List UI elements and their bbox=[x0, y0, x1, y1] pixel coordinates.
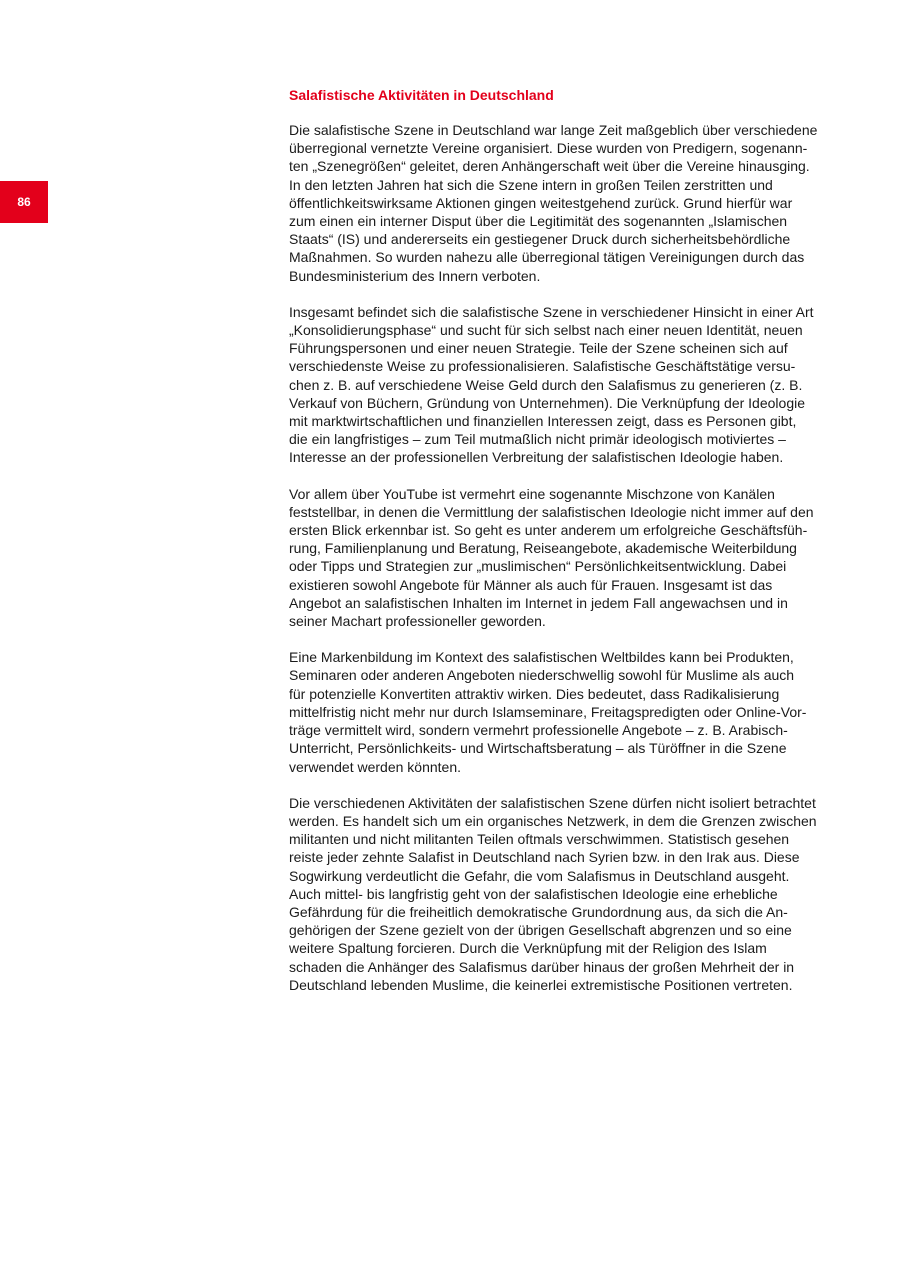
text-line: die ein langfristiges – zum Teil mutmaßlich nicht primär ideologisch motiviertes – bbox=[289, 431, 786, 448]
text-line: Verkauf von Büchern, Gründung von Unternehmen). Die Verknüpfung der Ideologie bbox=[289, 394, 805, 411]
text-line: Gefährdung für die freiheitlich demokratische Grundordnung aus, da sich die An- bbox=[289, 903, 788, 920]
text-line: Angebot an salafistischen Inhalten im Internet in jedem Fall angewachsen und in bbox=[289, 594, 788, 611]
paragraph bbox=[289, 121, 837, 285]
text-line: ersten Blick erkennbar ist. So geht es unter anderem um erfolgreiche Geschäftsfüh- bbox=[289, 522, 808, 539]
text-line: weitere Spaltung forcieren. Durch die Verknüpfung mit der Religion des Islam bbox=[289, 940, 767, 957]
text-line: seiner Machart professioneller geworden. bbox=[289, 613, 546, 630]
text-line: mit marktwirtschaftlichen und finanziellen Interessen zeigt, dass es Personen gibt, bbox=[289, 413, 797, 430]
text-line: gehörigen der Szene gezielt von der übrigen Gesellschaft abgrenzen und so eine bbox=[289, 922, 792, 939]
text-line: Seminaren oder anderen Angeboten niederschwellig sowohl für Muslime als auch bbox=[289, 667, 795, 684]
text-line: chen z. B. auf verschiedene Weise Geld durch den Salafismus zu generieren (z. B. bbox=[289, 376, 803, 393]
text-line: Vor allem über YouTube ist vermehrt eine sogenannte Mischzone von Kanälen bbox=[289, 485, 775, 502]
text-line: Auch mittel- bis langfristig geht von der salafistischen Ideologie eine erhebliche bbox=[289, 885, 778, 902]
text-line: träge vermittelt wird, sondern vermehrt professionelle Angebote – z. B. Arabisch- bbox=[289, 722, 788, 739]
text-line: Deutschland lebenden Muslime, die keinerlei extremistische Positionen vertreten. bbox=[289, 976, 793, 993]
paragraph bbox=[289, 485, 837, 631]
text-line: für potenzielle Konvertiten attraktiv wirken. Dies bedeutet, dass Radikalisierung bbox=[289, 685, 780, 702]
text-line: schaden die Anhänger des Salafismus darüber hinaus der großen Mehrheit der in bbox=[289, 958, 795, 975]
text-line: Bundesministerium des Innern verboten. bbox=[289, 267, 541, 284]
text-line: reiste jeder zehnte Salafist in Deutschland nach Syrien bzw. in den Irak aus. Diese bbox=[289, 849, 800, 866]
text-line: „Konsolidierungsphase“ und sucht für sich selbst nach einer neuen Identität, neuen bbox=[289, 322, 803, 339]
text-line: In den letzten Jahren hat sich die Szene intern in großen Teilen zerstritten und bbox=[289, 176, 773, 193]
text-line: Insgesamt befindet sich die salafistische Szene in verschiedener Hinsicht in einer Art bbox=[289, 303, 814, 320]
paragraph bbox=[289, 303, 837, 467]
text-line: verschiedenste Weise zu professionalisieren. Salafistische Geschäftstätige versu- bbox=[289, 358, 796, 375]
text-line: überregional vernetzte Vereine organisiert. Diese wurden von Predigern, sogenann- bbox=[289, 140, 808, 157]
text-line: feststellbar, in denen die Vermittlung der salafistischen Ideologie nicht immer auf den bbox=[289, 503, 814, 520]
text-line: verwendet werden könnten. bbox=[289, 758, 461, 775]
section-heading: Salafistische Aktivitäten in Deutschland bbox=[289, 87, 554, 103]
text-line: zum einen ein interner Disput über die Legitimität des sogenannten „Islamischen bbox=[289, 213, 788, 230]
page-number-badge bbox=[0, 181, 48, 223]
text-line: Die salafistische Szene in Deutschland war lange Zeit maßgeblich über verschiedene bbox=[289, 122, 818, 138]
text-line: oder Tipps und Strategien zur „muslimischen“ Persönlichkeitsentwicklung. Dabei bbox=[289, 558, 787, 575]
text-line: Sogwirkung verdeutlicht die Gefahr, die vom Salafismus in Deutschland ausgeht. bbox=[289, 867, 790, 884]
text-line: Maßnahmen. So wurden nahezu alle überregional tätigen Vereinigungen durch das bbox=[289, 249, 805, 266]
text-line: militanten und nicht militanten Teilen oftmals verschwimmen. Statistisch gesehen bbox=[289, 831, 790, 848]
text-line: öffentlichkeitswirksame Aktionen gingen weitestgehend zurück. Grund hierfür war bbox=[289, 194, 793, 211]
text-line: Staats“ (IS) und andererseits ein gestiegener Druck durch sicherheitsbehördliche bbox=[289, 231, 791, 248]
body-text bbox=[289, 121, 837, 994]
text-line: existieren sowohl Angebote für Männer als auch für Frauen. Insgesamt ist das bbox=[289, 576, 773, 593]
text-line: Interesse an der professionellen Verbreitung der salafistischen Ideologie haben. bbox=[289, 449, 784, 466]
text-line: mittelfristig nicht mehr nur durch Islamseminare, Freitagspredigten oder Online-Vor- bbox=[289, 703, 807, 720]
paragraph bbox=[289, 648, 837, 775]
page-number: 86 bbox=[17, 195, 31, 209]
text-line: Unterricht, Persönlichkeits- und Wirtschaftsberatung – als Türöffner in die Szene bbox=[289, 740, 787, 757]
text-line: Die verschiedenen Aktivitäten der salafistischen Szene dürfen nicht isoliert betrachtet bbox=[289, 794, 816, 811]
text-line: ten „Szenegrößen“ geleitet, deren Anhängerschaft weit über die Vereine hinausging. bbox=[289, 158, 810, 175]
text-line: werden. Es handelt sich um ein organisches Netzwerk, in dem die Grenzen zwischen bbox=[289, 812, 817, 829]
paragraph bbox=[289, 794, 837, 994]
main-content bbox=[289, 86, 837, 1012]
text-line: Führungspersonen und einer neuen Strategie. Teile der Szene scheinen sich auf bbox=[289, 340, 788, 357]
text-line: rung, Familienplanung und Beratung, Reiseangebote, akademische Weiterbildung bbox=[289, 540, 797, 557]
text-line: Eine Markenbildung im Kontext des salafistischen Weltbildes kann bei Produkten, bbox=[289, 649, 794, 666]
